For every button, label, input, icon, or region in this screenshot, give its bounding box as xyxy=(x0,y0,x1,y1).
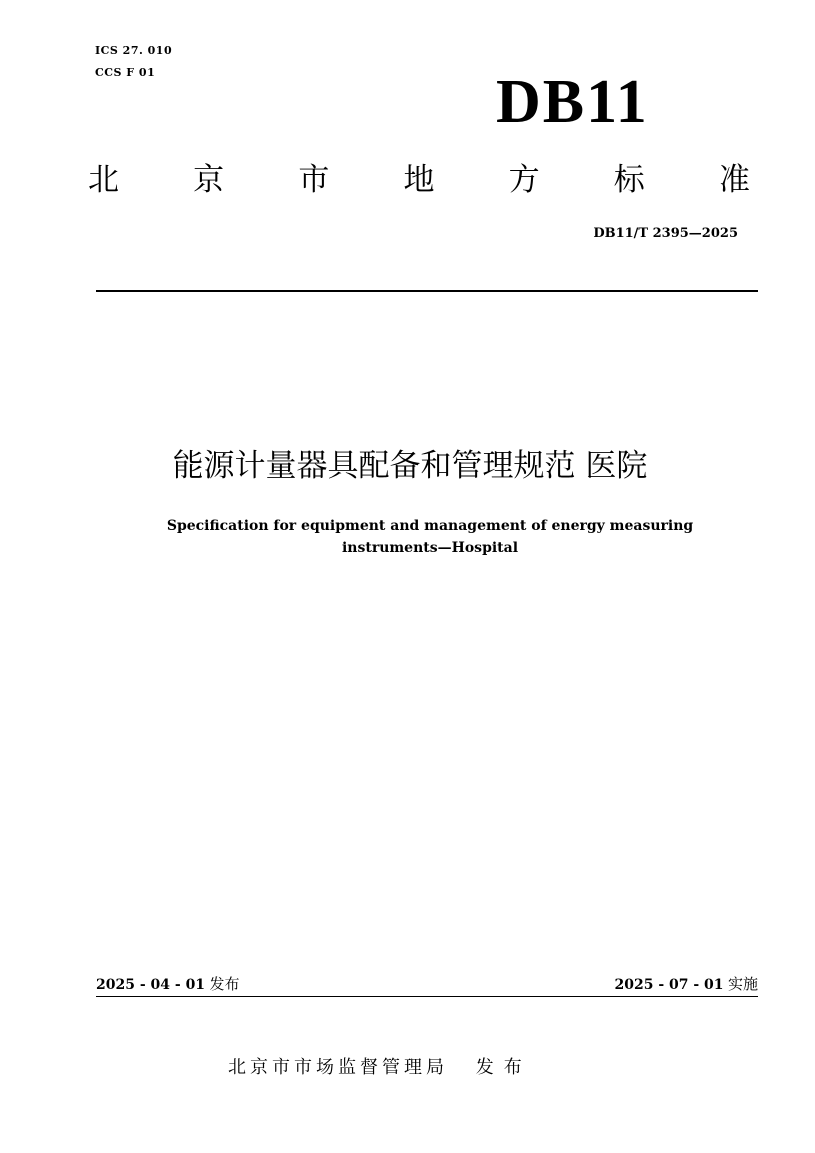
implement-label: 实施 xyxy=(727,975,758,993)
standard-type-char: 标 xyxy=(613,162,645,198)
classification-codes xyxy=(95,40,172,84)
ics-code: ICS 27. 010 xyxy=(95,44,173,57)
publish-label: 发布 xyxy=(209,975,240,993)
ccs-code: CCS F 01 xyxy=(95,66,156,79)
standard-type-char: 地 xyxy=(403,162,435,198)
english-title xyxy=(80,515,780,559)
implement-date: 2025 - 07 - 01 xyxy=(614,977,724,993)
publish-date: 2025 - 04 - 01 xyxy=(96,977,206,993)
standard-number: DB11/T 2395—2025 xyxy=(593,226,738,241)
bottom-divider xyxy=(96,996,758,997)
english-title-line: Specification for equipment and management of energy measuring xyxy=(166,518,694,534)
standard-type-char: 市 xyxy=(298,162,330,198)
chinese-title: 能源计量器具配备和管理规范 医院 xyxy=(172,448,648,484)
standard-type-char: 准 xyxy=(718,162,750,198)
top-divider xyxy=(96,290,758,292)
english-title-line: instruments—Hospital xyxy=(341,540,519,556)
standard-type-char: 北 xyxy=(88,162,119,198)
issuer-action: 发布 xyxy=(475,1057,532,1078)
standard-type-char: 京 xyxy=(193,162,225,198)
standard-type-heading xyxy=(88,158,750,202)
issuer-name: 北京市市场监督管理局 xyxy=(228,1057,448,1078)
implement-date-block xyxy=(500,972,758,997)
publish-date-block xyxy=(96,972,240,997)
standard-type-char: 方 xyxy=(508,162,540,198)
issuer-line xyxy=(228,1054,628,1082)
db-code: DB11 xyxy=(496,68,649,136)
